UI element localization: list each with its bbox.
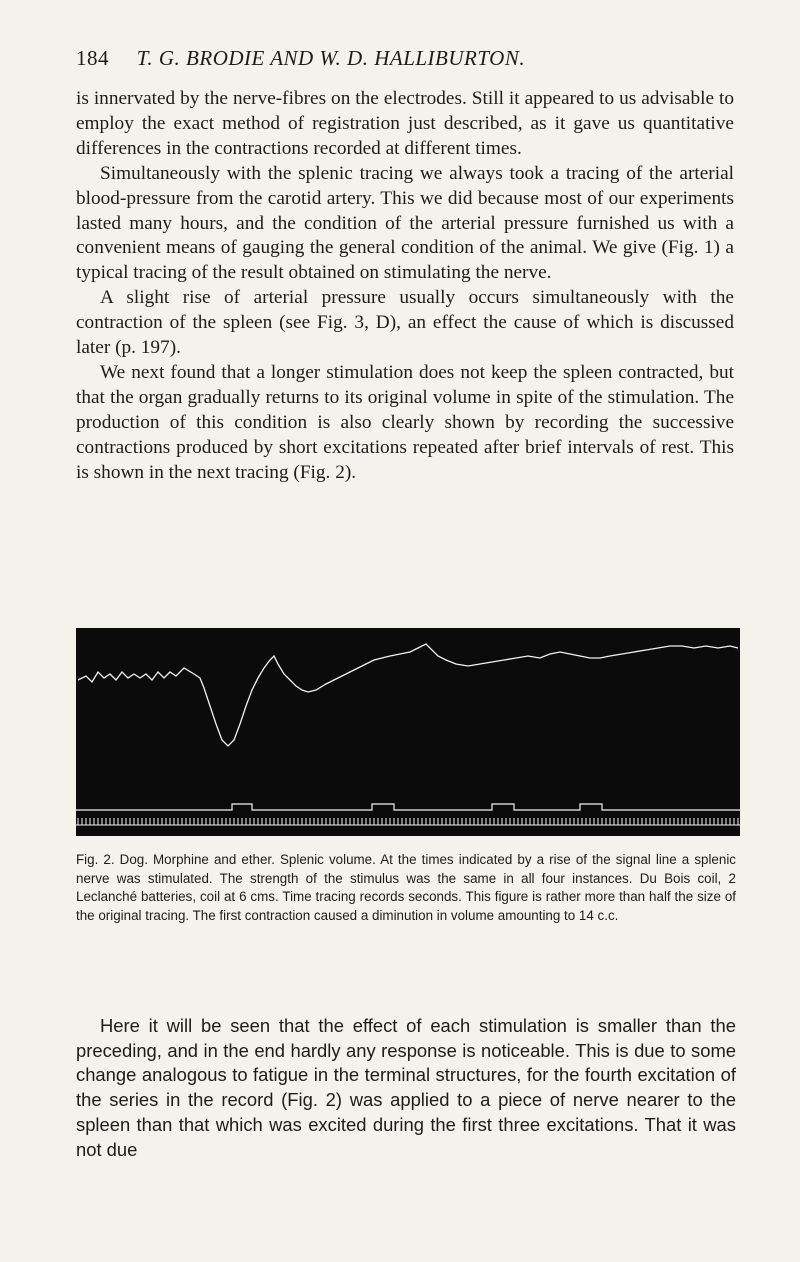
- splenic-tracing-plot: [76, 628, 740, 836]
- paragraph-4: We next found that a longer stimulation does not keep the spleen contracted, but that the organ gradually returns to its original volume in spite of the stimulation. The production of this condition is also clearly shown by recording the successive contractions produced by short excitations repeated after brief intervals of rest. This is shown in the next tracing (Fig. 2).: [76, 361, 734, 483]
- figure-tracing: [76, 628, 740, 836]
- tracing-background: [76, 628, 740, 836]
- body-text: [76, 87, 734, 486]
- figure-caption: Fig. 2. Dog. Morphine and ether. Splenic volume. At the times indicated by a rise of the signal line a splenic nerve was stimulated. The strength of the stimulus was the same in all four instances. Du Bois coil, 2 Leclanché batteries, coil at 6 cms. Time tracing records seconds. This figure is rather more than half the size of the original tracing. The first contraction caused a diminution in volume amounting to 14 c.c.: [76, 852, 736, 923]
- running-header: [76, 46, 676, 71]
- page-number: 184: [76, 46, 109, 70]
- paragraph-3: A slight rise of arterial pressure usually occurs simultaneously with the contraction of the spleen (see Fig. 3, D), an effect the cause of which is discussed later (p. 197).: [76, 287, 734, 359]
- lower-text: [76, 1014, 736, 1162]
- paragraph-1: is innervated by the nerve-fibres on the electrodes. Still it appeared to us advisable to employ the exact method of registration just described, as it gave us quantitative differences in the contractions recorded at different times.: [76, 88, 734, 159]
- paragraph-5: Here it will be seen that the effect of each stimulation is smaller than the preceding, and in the end hardly any response is noticeable. This is due to some change analogous to fatigue in the terminal structures, for the fourth excitation of the series in the record (Fig. 2) was applied to a piece of nerve nearer to the spleen than that which was excited during the first three excitations. That it was not due: [76, 1015, 736, 1160]
- paragraph-2: Simultaneously with the splenic tracing we always took a tracing of the arterial blood-pressure from the carotid artery. This we did because most of our experiments lasted many hours, and the condition of the arterial pressure furnished us with a convenient means of gauging the general condition of the animal. We give (Fig. 1) a typical tracing of the result obtained on stimulating the nerve.: [76, 162, 734, 284]
- running-title: T. G. BRODIE AND W. D. HALLIBURTON.: [136, 46, 526, 70]
